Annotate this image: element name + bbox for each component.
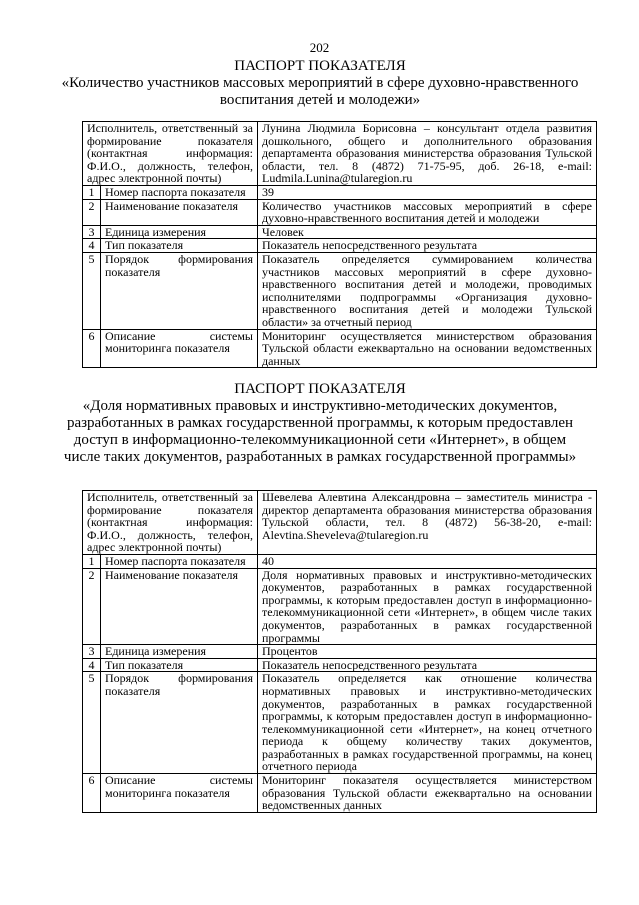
table-row [83,645,597,659]
table-row [83,185,597,199]
row-number: 6 [83,329,101,368]
row-label: Тип показателя [101,658,258,672]
row-number: 1 [83,554,101,568]
executor-label: Исполнитель, ответственный за формирование показателя (контактная информация: Ф.И.О., должность, телефон, адрес электронной почты) [83,491,258,555]
row-number: 1 [83,185,101,199]
passport-heading: ПАСПОРТ ПОКАЗАТЕЛЯ [234,381,406,397]
row-value: 40 [258,554,597,568]
row-number: 5 [83,252,101,329]
table-row [83,672,597,774]
passport-2-title [60,381,580,466]
row-label: Описание системы мониторинга показателя [101,329,258,368]
row-label: Номер паспорта показателя [101,185,258,199]
table-row [83,225,597,239]
row-number: 4 [83,239,101,253]
passport-subtitle: «Количество участников массовых мероприятий в сфере духовно-нравственного воспитания детей и молодежи» [61,75,579,108]
row-number: 4 [83,658,101,672]
row-label: Номер паспорта показателя [101,554,258,568]
row-value: Показатель определяется суммированием количества участников массовых мероприятий в сфере духовно-нравственного воспитания детей и молодежи, проводимых исполнителями подпрограммы «Организация духовно-нравственного воспитания детей и молодежи Тульской области» за отчетный период [258,252,597,329]
row-label: Порядок формирования показателя [101,252,258,329]
row-label: Наименование показателя [101,199,258,225]
passport-heading: ПАСПОРТ ПОКАЗАТЕЛЯ [234,58,406,74]
row-label: Единица измерения [101,645,258,659]
row-label: Порядок формирования показателя [101,672,258,774]
table-row [83,239,597,253]
row-label: Тип показателя [101,239,258,253]
row-value: Мониторинг осуществляется министерством образования Тульской области ежеквартально на основании ведомственных данных [258,329,597,368]
row-value: Мониторинг показателя осуществляется министерством образования Тульской области ежеквартально на основании ведомственных данных [258,774,597,813]
row-value: Человек [258,225,597,239]
row-value: Показатель определяется как отношение количества нормативных правовых и инструктивно-методических документов, разработанных в рамках государственной программы, к которым предоставлен доступ в информационно-телекоммуникационной сети «Интернет», на конец отчетного периода к общему количеству таких документов, разработанных в рамках государственной программы, на конец отчетного периода [258,672,597,774]
table-row [83,554,597,568]
passport-2-table [82,490,597,813]
row-number: 3 [83,225,101,239]
row-value: Процентов [258,645,597,659]
table-row [83,199,597,225]
row-number: 5 [83,672,101,774]
row-label: Описание системы мониторинга показателя [101,774,258,813]
row-number: 2 [83,568,101,645]
table-row [83,122,597,186]
row-number: 3 [83,645,101,659]
row-value: Показатель непосредственного результата [258,658,597,672]
table-row [83,329,597,368]
executor-value: Лунина Людмила Борисовна – консультант отдела развития дошкольного, общего и дополнительного образования департамента образования министерства образования Тульской области, тел. 8 (4872) 71-75-95, доб. 26-18, e-mail: Ludmila.Lunina@tularegion.ru [258,122,597,186]
row-number: 6 [83,774,101,813]
table-row [83,491,597,555]
page-number: 202 [309,40,330,55]
executor-label: Исполнитель, ответственный за формирование показателя (контактная информация: Ф.И.О., должность, телефон, адрес электронной почты) [83,122,258,186]
row-value: Количество участников массовых мероприятий в сфере духовно-нравственного воспитания детей и молодежи [258,199,597,225]
row-value: 39 [258,185,597,199]
executor-value: Шевелева Алевтина Александровна – заместитель министра - директор департамента образования министерства образования Тульской области, тел. 8 (4872) 56-38-20, e-mail: Alevtina.Sheveleva@tularegion.ru [258,491,597,555]
row-value: Показатель непосредственного результата [258,239,597,253]
passport-subtitle: «Доля нормативных правовых и инструктивно-методических документов, разработанных в рамках государственной программы, к которым предоставлен доступ в информационно-телекоммуникационной сети «Интернет», в общем числе таких документов, разработанных в рамках государственной программы» [63,398,577,465]
row-label: Наименование показателя [101,568,258,645]
passport-1-title [60,58,580,109]
row-label: Единица измерения [101,225,258,239]
table-row [83,252,597,329]
table-row [83,568,597,645]
table-row [83,658,597,672]
passport-1-table [82,121,597,368]
row-number: 2 [83,199,101,225]
row-value: Доля нормативных правовых и инструктивно-методических документов, разработанных в рамках государственной программы, к которым предоставлен доступ в информационно-телекоммуникационной сети «Интернет», в общем числе таких документов, разработанных в рамках государственной программы [258,568,597,645]
table-row [83,774,597,813]
